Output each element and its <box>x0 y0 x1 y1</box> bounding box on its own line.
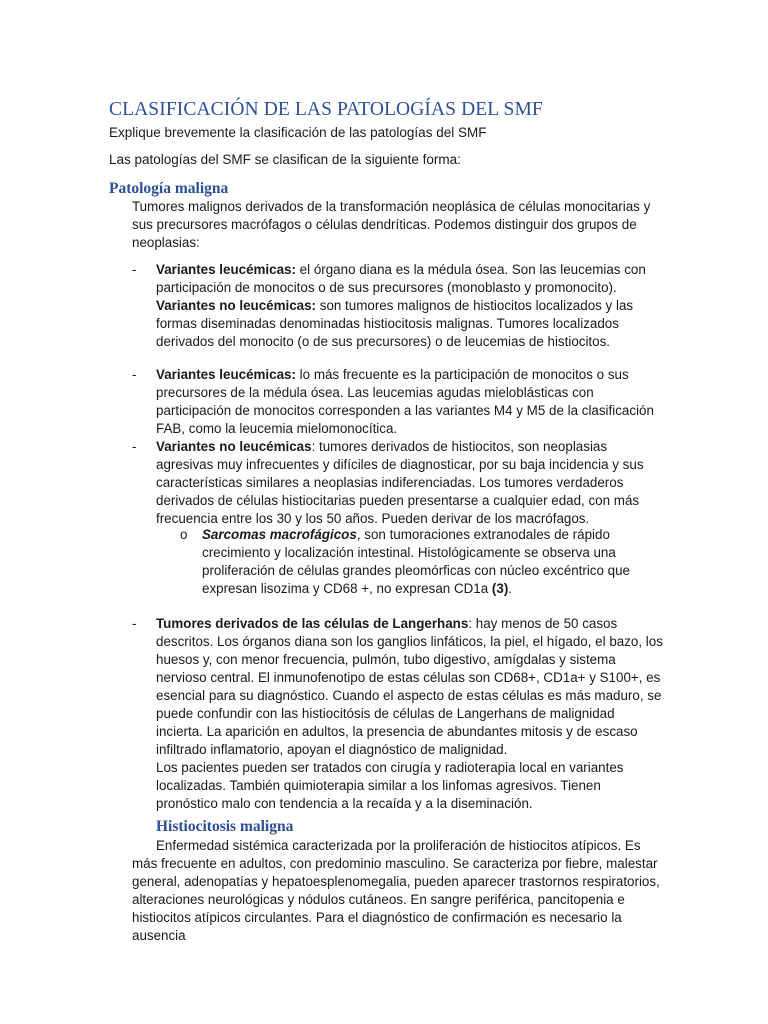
list-item-text: Variantes leucémicas: el órgano diana es la médula ósea. Son las leucemias con participación de monocitos o de sus precursores (monoblasto y promonocito). Variantes no leucémicas: son tumores malignos de histiocitos localizados y las formas diseminadas denominadas histiocitosis malignas. Tumores localizados derivados del monocito (o de sus precursores) o de leucemias de histiocitos. <box>156 262 646 349</box>
list-dash: - <box>132 262 137 277</box>
list-item-text: Tumores derivados de las células de Langerhans: hay menos de 50 casos descritos. Los órganos diana son los ganglios linfáticos, la piel, el hígado, el bazo, los huesos y, con menor frecuencia, pulmón, tubo digestivo, amígdalas y sistema nervioso central. El inmunofenotipo de estas células son CD68+, CD1a+ y S100+, es esencial para su diagnóstico. Cuando el aspecto de estas células es más maduro, se puede confundir con las histiocitósis de células de Langerhans de malignidad incierta. La aparición en adultos, la presencia de abundantes mitosis y de escaso infiltrado inflamatorio, apoyan el diagnóstico de malignidad. Los pacientes pueden ser tratados con cirugía y radioterapia local en variantes localizadas. También quimioterapia similar a los linfomas agresivos. Tienen pronóstico malo con tendencia a la recaída y a la diseminación. <box>156 616 663 811</box>
intro-text: Las patologías del SMF se clasifican de la siguiente forma: <box>109 152 461 167</box>
section1-paragraph: Tumores malignos derivados de la transformación neoplásica de células monocitarias y sus precursores macrófagos o células dendríticas. Podemos distinguir dos grupos de neoplasias: <box>132 199 651 250</box>
document-title: CLASIFICACIÓN DE LAS PATOLOGÍAS DEL SMF <box>109 99 543 120</box>
sub-bullet: o <box>180 527 188 542</box>
list-dash: - <box>132 439 137 454</box>
question-text: Explique brevemente la clasificación de las patologías del SMF <box>109 125 487 140</box>
list-item-text: Variantes no leucémicas: tumores derivados de histiocitos, son neoplasias agresivas muy infrecuentes y difíciles de diagnosticar, por su baja incidencia y sus características similares a neoplasias indiferenciadas. Los tumores verdaderos derivados de células histiocitarias pueden presentarse a cualquier edad, con más frecuencia entre los 30 y los 50 años. Pueden derivar de los macrófagos. <box>156 439 644 526</box>
list-item-text: Variantes leucémicas: lo más frecuente es la participación de monocitos o sus precursores de la médula ósea. Las leucemias agudas mieloblásticas con participación de monocitos corresponden a las variantes M4 y M5 de la clasificación FAB, como la leucemia mielomonocítica. <box>156 367 654 436</box>
term-variantes-no-leucemicas: Variantes no leucémicas: <box>156 298 317 313</box>
term-variantes-leucemicas: Variantes leucémicas: <box>156 262 296 277</box>
section-heading-histiocitosis-maligna: Histiocitosis maligna <box>156 818 294 835</box>
section-heading-patologia-maligna: Patología maligna <box>109 180 229 197</box>
sub-list-item-text: Sarcomas macrofágicos, son tumoraciones extranodales de rápido crecimiento y localización intestinal. Histológicamente se observa una proliferación de células grandes pleomórficas con núcleo excéntrico que expresan lisozima y CD68 +, no expresan CD1a (3). <box>202 527 631 596</box>
list-dash: - <box>132 367 137 382</box>
section2-paragraph: Enfermedad sistémica caracterizada por la proliferación de histiocitos atípicos. Es más frecuente en adultos, con predominio masculino. Se caracteriza por fiebre, malestar general, adenopatías y hepatoesplenomegalia, pueden aparecer trastornos respiratorios, alteraciones neurológicas y nódulos cutáneos. En sangre periférica, pancitopenia e histiocitos atípicos circulantes. Para el diagnóstico de confirmación es necesario la ausencia <box>132 838 660 943</box>
list-dash: - <box>132 616 137 631</box>
reference-marker: (3) <box>491 581 509 596</box>
